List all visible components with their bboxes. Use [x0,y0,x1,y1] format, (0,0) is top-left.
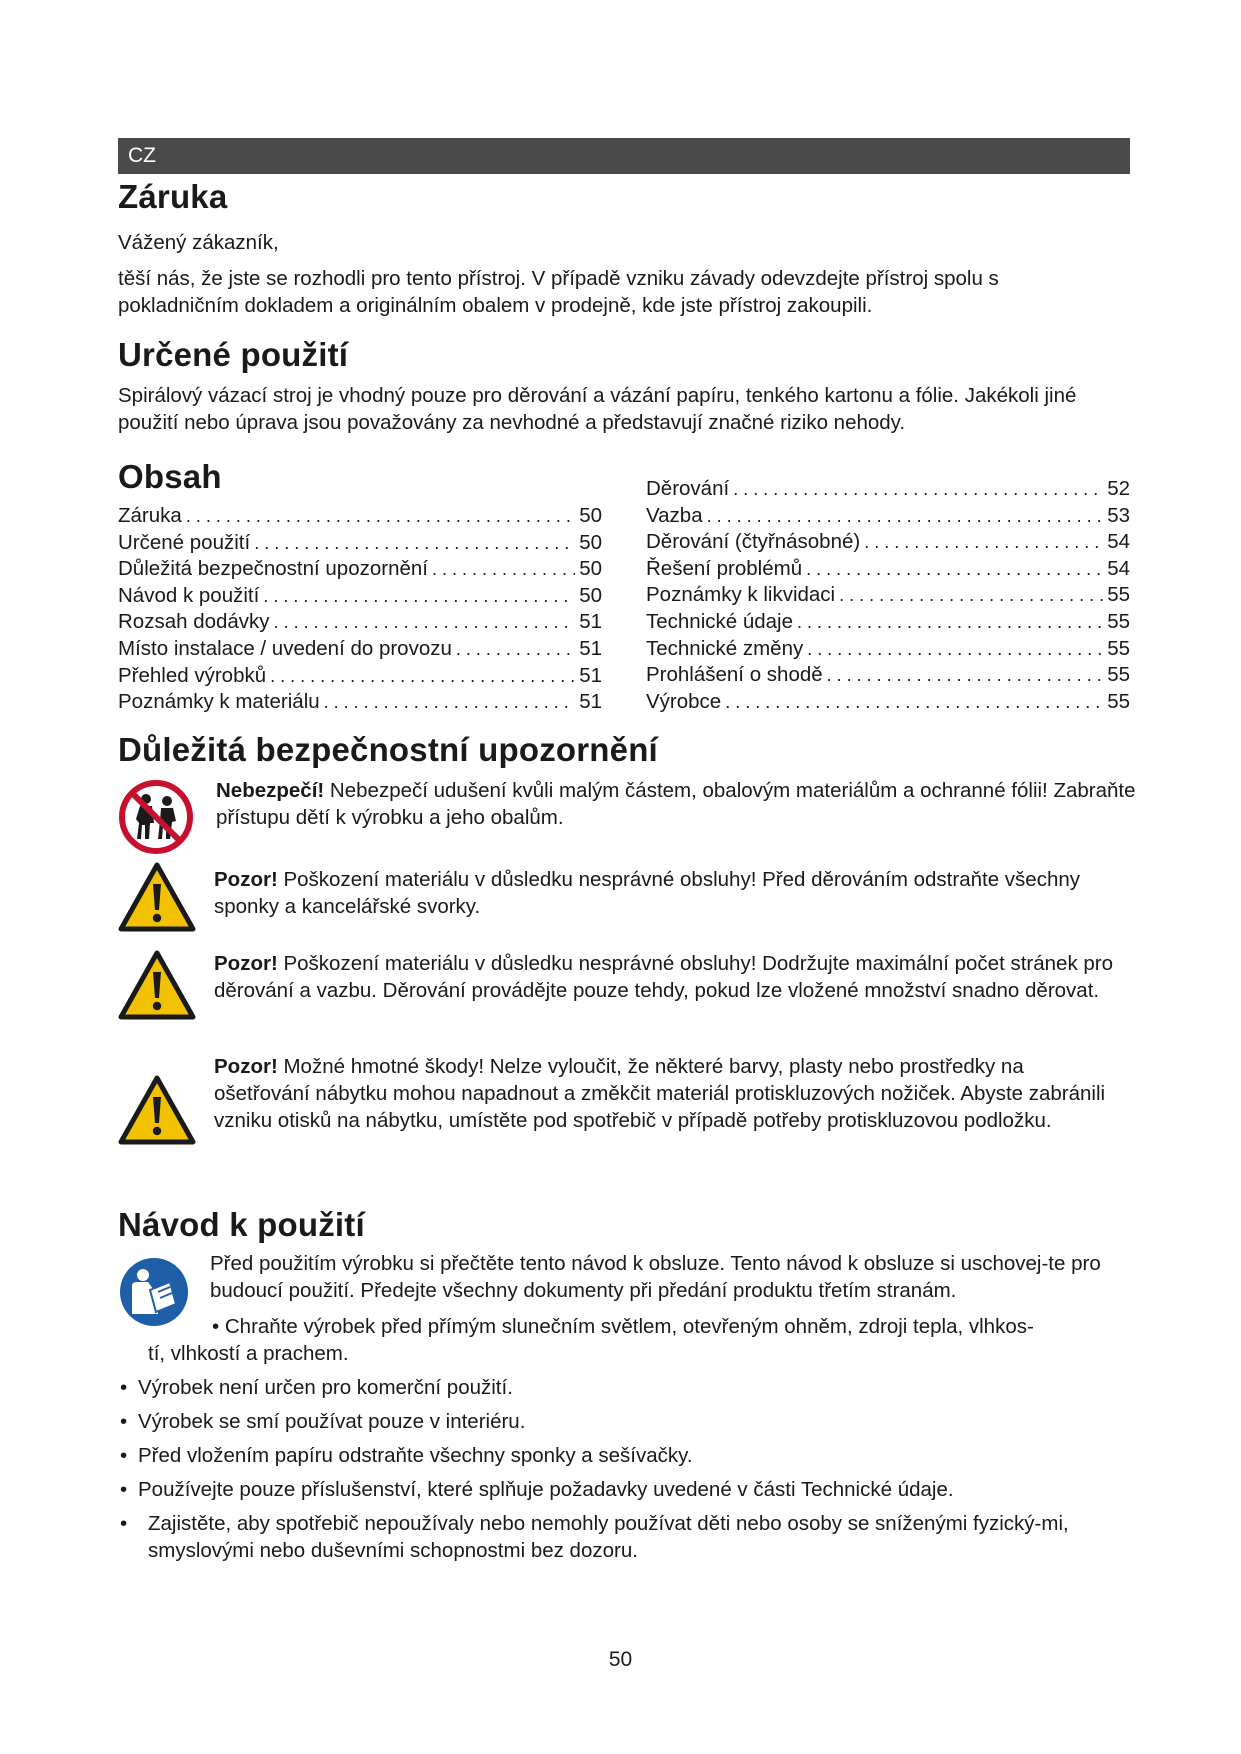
toc-item[interactable]: Technické změny . . . 55 [646,636,1130,663]
page [118,138,1136,1562]
toc-item[interactable]: Určené použití . . . 50 [118,530,602,557]
navod-bullet-list [118,1374,1130,1564]
list-item: • Před vložením papíru odstraňte všechny sponky a sešívačky. [118,1442,1130,1469]
toc-item[interactable]: Děrování . . . 52 [646,476,1130,503]
manual-icon [118,1256,190,1333]
navod-bullet-first-line: • Chraňte výrobek před přímým slunečním světlem, otevřeným ohněm, zdroji tepla, vlhkos- [212,1315,1034,1338]
language-bar: CZ [118,138,1130,174]
navod-bullet-first-cont: tí, vlhkostí a prachem. [148,1342,349,1365]
toc-item[interactable]: Důležitá bezpečnostní upozornění . . . 50 [118,556,602,583]
safety-text: Nebezpečí! Nebezpečí udušení kvůli malým částem, obalovým materiálům a ochranné fólii! Zabraňte přístupu dětí k výrobku a jeho obalům. [216,779,1136,829]
zaruka-greeting: Vážený zákazník, [118,231,279,254]
safety-text: Pozor! Poškození materiálu v důsledku nesprávné obsluhy! Před děrováním odstraňte všechny sponky a kancelářské svorky. [214,868,1081,918]
toc-item[interactable]: Místo instalace / uvedení do provozu . . . 51 [118,636,602,663]
toc-item[interactable]: Vazba . . . 53 [646,503,1130,530]
navod-intro: Před použitím výrobku si přečtěte tento návod k obsluze. Tento návod k obsluze si uschovej-te pro budoucí použití. Předejte všechny dokumenty při předání produktu třetím stranám. [210,1252,1101,1302]
section-title-urcene: Určené použití [118,336,349,373]
list-item: • Výrobek se smí používat pouze v interiéru. [118,1408,1130,1435]
toc-item[interactable]: Prohlášení o shodě . . . 55 [646,662,1130,689]
toc-item[interactable]: Návod k použití . . . 50 [118,583,602,610]
list-item: • Používejte pouze příslušenství, které splňuje požadavky uvedené v části Technické údaje. [118,1476,1130,1503]
toc-item[interactable]: Technické údaje . . . 55 [646,609,1130,636]
warning-triangle-icon [118,1075,196,1150]
section-title-zaruka: Záruka [118,178,228,215]
list-item: • Zajistěte, aby spotřebič nepoužívaly nebo nemohly používat děti nebo osoby se sníženými fyzický-mi, smyslovými nebo duševními schopnostmi bez dozoru. [118,1510,1118,1564]
toc-right [646,476,1130,715]
toc-item[interactable]: Děrování (čtyřnásobné) . . . 54 [646,529,1130,556]
safety-text: Pozor! Možné hmotné škody! Nelze vyloučit, že některé barvy, plasty nebo prostředky na ošetřování nábytku mohou napadnout a změkčit materiál protiskluzových nožiček. Abyste zabránili vzniku otisků na nábytku, umístěte pod spotřebič v případě potřeby protiskluzovou podložku. [214,1055,1106,1132]
safety-text: Pozor! Poškození materiálu v důsledku nesprávné obsluhy! Dodržujte maximální počet stránek pro děrování a vazbu. Děrování provádějte pouze tehdy, pokud lze vložené množství snadno děrovat. [214,952,1114,1002]
section-title-safety: Důležitá bezpečnostní upozornění [118,731,658,768]
toc-item[interactable]: Výrobce . . . 55 [646,689,1130,716]
warning-triangle-icon [118,862,196,937]
warning-triangle-icon [118,950,196,1025]
zaruka-body: těší nás, že jste se rozhodli pro tento přístroj. V případě vzniku závady odevzdejte přístroj spolu s pokladničním dokladem a originálním obalem v prodejně, kde jste přístroj zakoupili. [118,267,999,317]
section-title-obsah: Obsah [118,458,222,495]
urcene-body: Spirálový vázací stroj je vhodný pouze pro děrování a vázání papíru, tenkého kartonu a fólie. Jakékoli jiné použití nebo úprava jsou považovány za nevhodné a představují značné riziko nehody. [118,384,1077,434]
toc-item[interactable]: Záruka . . . 50 [118,503,602,530]
toc-item[interactable]: Řešení problémů . . . 54 [646,556,1130,583]
toc-item[interactable]: Přehled výrobků . . . 51 [118,663,602,690]
page-number: 50 [608,1648,633,1671]
toc-item[interactable]: Rozsah dodávky . . . 51 [118,609,602,636]
section-title-navod: Návod k použití [118,1206,365,1243]
toc-left [118,503,602,716]
no-children-icon [118,779,194,860]
toc-item[interactable]: Poznámky k materiálu . . . 51 [118,689,602,716]
toc-item[interactable]: Poznámky k likvidaci . . . 55 [646,582,1130,609]
list-item: • Výrobek není určen pro komerční použití. [118,1374,1130,1401]
